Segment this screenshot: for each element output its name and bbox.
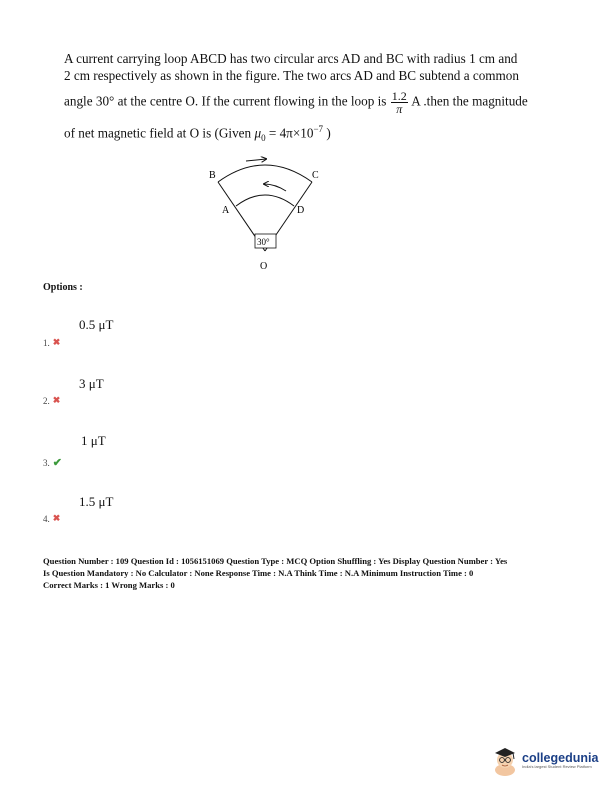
option-4-label: 4. bbox=[43, 513, 50, 524]
loop-figure bbox=[196, 150, 336, 280]
options-label: Options : bbox=[43, 282, 83, 293]
mu-subscript: 0 bbox=[261, 133, 266, 144]
label-b: B bbox=[209, 170, 216, 181]
mascot-icon bbox=[492, 744, 518, 776]
label-c: C bbox=[312, 170, 319, 181]
mu-equation: = 4π×10 bbox=[268, 125, 314, 141]
question-line-3-start: angle 30° at the centre O. If the current flowing in the loop is bbox=[64, 93, 387, 109]
arc-bc bbox=[218, 165, 312, 182]
metadata-line-2: Is Question Mandatory : No Calculator : None Response Time : N.A Think Time : N.A Minimum Instruction Time : 0 bbox=[43, 568, 474, 578]
question-line-3 bbox=[64, 90, 542, 115]
question-line-4-end: ) bbox=[326, 125, 331, 141]
arc-ad bbox=[236, 195, 294, 206]
arrow-outer bbox=[246, 159, 266, 161]
check-icon: ✔ bbox=[52, 457, 62, 469]
metadata-line-1: Question Number : 109 Question Id : 1056151069 Question Type : MCQ Option Shuffling : Yes Display Question Number : Yes bbox=[43, 556, 508, 566]
question-metadata bbox=[43, 555, 588, 591]
option-3-number bbox=[43, 456, 62, 469]
logo-name: collegedunia bbox=[522, 751, 599, 765]
mu-symbol: μ bbox=[254, 125, 262, 141]
label-d: D bbox=[297, 205, 305, 216]
question-line-3-end: A .then the magnitude bbox=[411, 93, 528, 109]
wrong-icon: ✖ bbox=[52, 337, 61, 347]
option-4-value[interactable]: 1.5 μT bbox=[79, 494, 114, 509]
fraction-denominator: π bbox=[396, 102, 403, 116]
option-3-value[interactable]: 1 μT bbox=[81, 433, 106, 448]
logo-text bbox=[522, 751, 598, 769]
wrong-icon: ✖ bbox=[52, 395, 61, 405]
option-1-label: 1. bbox=[43, 337, 50, 348]
option-2-number bbox=[43, 395, 60, 406]
question-text bbox=[64, 50, 542, 147]
mu-exponent: −7 bbox=[313, 124, 324, 134]
question-line-2: 2 cm respectively as shown in the figure. The two arcs AD and BC subtend a common bbox=[64, 68, 519, 83]
label-o: O bbox=[260, 261, 268, 272]
question-line-4-start: of net magnetic field at O is (Given bbox=[64, 125, 252, 141]
fraction-numerator: 1.2 bbox=[391, 89, 407, 103]
option-4-number bbox=[43, 513, 60, 524]
label-a: A bbox=[222, 205, 230, 216]
arrow-inner bbox=[264, 184, 286, 191]
option-1-value[interactable]: 0.5 μT bbox=[79, 317, 114, 332]
angle-label: 30° bbox=[257, 237, 270, 247]
metadata-line-3: Correct Marks : 1 Wrong Marks : 0 bbox=[43, 580, 175, 590]
option-2-value[interactable]: 3 μT bbox=[79, 376, 104, 391]
option-2-label: 2. bbox=[43, 395, 50, 406]
wrong-icon: ✖ bbox=[52, 513, 61, 523]
collegedunia-logo bbox=[492, 742, 608, 778]
logo-tagline: India's largest Student Review Platform bbox=[522, 764, 592, 769]
question-line-4 bbox=[64, 121, 542, 147]
current-fraction bbox=[391, 90, 408, 115]
option-3-label: 3. bbox=[43, 457, 50, 468]
option-1-number bbox=[43, 337, 60, 348]
question-line-1: A current carrying loop ABCD has two circular arcs AD and BC with radius 1 cm and bbox=[64, 51, 518, 66]
